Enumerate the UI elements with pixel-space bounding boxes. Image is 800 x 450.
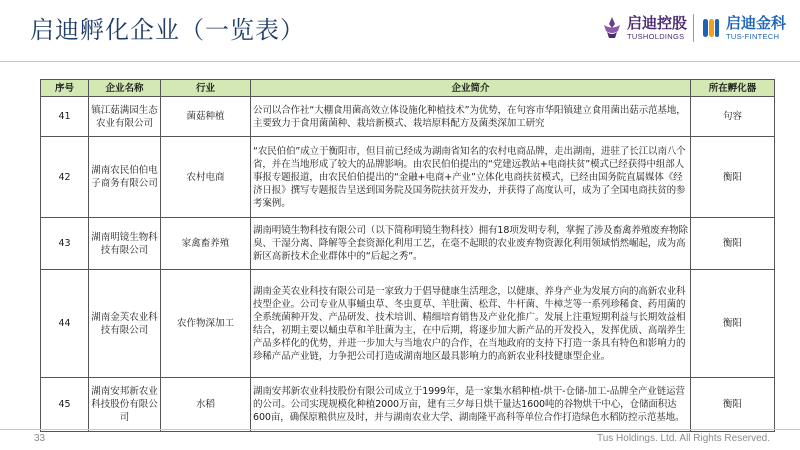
row-industry: 菌菇种植 bbox=[161, 97, 251, 137]
row-company-name: 湖南农民伯伯电子商务有限公司 bbox=[89, 137, 161, 218]
page-number: 33 bbox=[34, 433, 46, 444]
row-description: 公司以合作社“大棚食用菌高效立体设施化种植技术”为优势，在句容市华阳镇建立食用菌出菇示范基地，主要致力于食用菌菌种、栽培新模式、栽培原料配方及菌类深加工研究 bbox=[251, 97, 691, 137]
row-industry: 水稻 bbox=[161, 378, 251, 432]
row-description: 湖南安邦新农业科技股份有限公司成立于1999年，是一家集水稻种植-烘干-仓储-加工-品牌全产业链运营的公司。公司实现规模化种植2000万亩，建有三夕每日烘干量达1600吨的谷物烘干中心，仓储面积达600亩，确保原粮供应及时，并与湖南农业大学、湖南隆平高科等单位合作打造绿色水稻防控示范基地。 bbox=[251, 378, 691, 432]
row-incubator: 句容 bbox=[691, 97, 775, 137]
header-divider bbox=[0, 61, 800, 62]
tusfintech-logo-en: TUS-FINTECH bbox=[725, 31, 780, 41]
tusholdings-logo-icon bbox=[601, 16, 623, 40]
row-no: 45 bbox=[41, 378, 89, 432]
column-header-no: 序号 bbox=[41, 80, 89, 97]
row-description: “农民伯伯”成立于衡阳市，但目前已经成为湖南省知名的农村电商品牌，走出湖南，进驻了长江以南八个省，并在当地形成了较大的品牌影响。由农民伯伯提出的“党建远教站+电商扶贫”模式已经获得中组部人事报专题报道，由农民伯伯提出的“金融+电商+产业”立体化电商扶贫模式，已经由国务院直属媒体《经济日报》撰写专题报告呈送到国务院及国务院扶贫开发办，并获得了高度认可，成为了全国电商扶贫的参考案例。 bbox=[251, 137, 691, 218]
copyright-notice: Tus Holdings. Ltd. All Rights Reserved. bbox=[596, 433, 770, 444]
row-company-name: 湖南安邦新农业科技股份有限公司 bbox=[89, 378, 161, 432]
row-company-name: 湖南明镜生物科技有限公司 bbox=[89, 218, 161, 270]
tusfintech-logo-icon bbox=[700, 16, 722, 40]
row-no: 42 bbox=[41, 137, 89, 218]
row-industry: 农村电商 bbox=[161, 137, 251, 218]
row-no: 43 bbox=[41, 218, 89, 270]
enterprise-table bbox=[40, 79, 775, 432]
column-header-name: 企业名称 bbox=[89, 80, 161, 97]
row-no: 41 bbox=[41, 97, 89, 137]
tusholdings-logo-en: TUSHOLDINGS bbox=[626, 31, 685, 41]
row-description: 湖南明镜生物科技有限公司（以下简称明镜生物科技）拥有18项发明专利，掌握了涉及畜禽养殖废弃物除臭、干湿分离、降解等全套资源化利用工艺，在毫不起眼的农业废弃物资源化利用领域悄然崛起，成为高新区高新技术企业群体中的“后起之秀”。 bbox=[251, 218, 691, 270]
row-industry: 家禽畜养殖 bbox=[161, 218, 251, 270]
row-incubator: 衡阳 bbox=[691, 378, 775, 432]
column-header-industry: 行业 bbox=[161, 80, 251, 97]
row-incubator: 衡阳 bbox=[691, 218, 775, 270]
row-incubator: 衡阳 bbox=[691, 270, 775, 378]
table-row bbox=[41, 270, 775, 378]
logo-divider bbox=[693, 14, 694, 42]
column-header-incubator: 所在孵化器 bbox=[691, 80, 775, 97]
table-header-row bbox=[41, 80, 775, 97]
row-industry: 农作物深加工 bbox=[161, 270, 251, 378]
row-incubator: 衡阳 bbox=[691, 137, 775, 218]
page-title: 启迪孵化企业（一览表） bbox=[30, 16, 305, 44]
table-row bbox=[41, 137, 775, 218]
table-row bbox=[41, 218, 775, 270]
tusholdings-logo-cn: 启迪控股 bbox=[626, 13, 687, 32]
tusfintech-logo-cn: 启迪金科 bbox=[725, 13, 786, 32]
table-row bbox=[41, 97, 775, 137]
tusfintech-logo bbox=[700, 13, 786, 41]
row-description: 湖南金芙农业科技有限公司是一家致力于倡导健康生活理念，以健康、养身产业为发展方向的高新农业科技型企业。公司专业从事蛹虫草、冬虫夏草、羊肚菌、松茸、牛杆菌、牛樟芝等一系列珍稀食、药用菌的全系统菌种开发、产品研发、技术培训、精细培育销售及产业化推广。发展上注重短期利益与长期效益相结合，初期主要以蛹虫草和羊肚菌为主，在中后期，将逐步加大新产品的开发投入，发挥优质、高端养生产品多样化的优势，并进一步加大与当地农户的合作，在当地政府的支持下打造一条具有特色和影响力的珍稀产品产业链，力争把公司打造成湖南地区最具影响力的高新农业科技健康型企业。 bbox=[251, 270, 691, 378]
header-logos bbox=[601, 14, 786, 42]
table-row bbox=[41, 378, 775, 432]
row-no: 44 bbox=[41, 270, 89, 378]
tusholdings-logo bbox=[601, 13, 687, 41]
column-header-desc: 企业简介 bbox=[251, 80, 691, 97]
footer-divider bbox=[0, 429, 800, 430]
row-company-name: 湖南金芙农业科技有限公司 bbox=[89, 270, 161, 378]
row-company-name: 镇江菇满园生态农业有限公司 bbox=[89, 97, 161, 137]
